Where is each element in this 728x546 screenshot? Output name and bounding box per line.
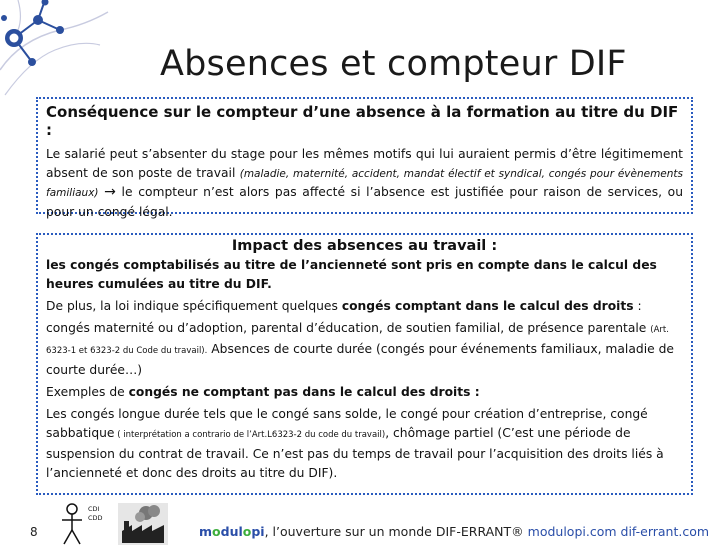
box2-p5-small: ( interprétation a contrario de l’Art.L6323-2 du code du travail) [114, 430, 386, 440]
box1-text-italic: (maladie, maternité, accident, mandat électif et syndical, congés pour évènements familiaux) [46, 167, 684, 200]
absence-impact-box [36, 233, 693, 495]
arrow-right-icon: → [104, 184, 116, 201]
dif-counter-box [36, 97, 693, 219]
box2-p4-start: Exemples de [46, 385, 129, 399]
box2-p4 [46, 383, 683, 402]
modulopi-link[interactable]: modulopi.com [527, 524, 617, 539]
brand-name [199, 524, 265, 539]
box1-text-end: le compteur n’est alors pas affecté si l’absence est justifiée pour raison de services, ou pour un congé légal. [46, 185, 683, 219]
box2-p4-bold: congés ne comptant pas dans le calcul des droits : [128, 385, 480, 399]
brand-dul: dul [220, 524, 243, 539]
brand-pi: pi [251, 524, 265, 539]
box2-p3-small: (Art. 6323-1 et 6323-2 du Code du travail). [46, 325, 669, 356]
slide-title: Absences et compteur DIF [160, 44, 627, 84]
box2-p3 [46, 319, 683, 380]
brand-o2: o [242, 524, 252, 539]
box2-p2-end: : [633, 299, 642, 313]
box1-body [46, 145, 683, 221]
box1-text-start: Le salarié peut s’absenter du stage pour les mêmes motifs qui lui auraient permis d’être légitimement absent de son poste de travail [46, 147, 683, 180]
box2-p1: les congés comptabilisés au titre de l’ancienneté sont pris en compte dans le calcul des heures cumulées au titre du DIF. [46, 258, 657, 291]
box1-heading: Conséquence sur le compteur d’une absence à la formation au titre du DIF : [46, 103, 679, 139]
molecule-logo-icon [0, 0, 110, 110]
footer-tagline: , l’ouverture sur un monde DIF-ERRANT® [264, 524, 528, 539]
brand-o1: o [212, 524, 221, 539]
box2-p5 [46, 405, 683, 483]
box2-p5-end: , chômage partiel (C’est une période de suspension du contrat de travail. Ce n’est pas du temps de travail pour l’acquisition des droits liés à l’ancienneté et donc des droits au titre du DIF). [46, 426, 664, 480]
dif-errant-link[interactable]: dif-errant.com [620, 524, 710, 539]
box2-heading: Impact des absences au travail : [231, 238, 498, 254]
box2-p3-main: congés maternité ou d’adoption, parental d’éducation, de soutien familial, de présence parentale [46, 321, 651, 335]
factory-icon [118, 503, 168, 545]
box2-p5-main: Les congés longue durée tels que le congé sans solde, le congé pour création d’entreprise, congé sabbatique [46, 407, 648, 440]
brand-m: m [199, 524, 213, 539]
page-number: 8 [30, 525, 38, 539]
footer-text [199, 524, 709, 539]
box2-p2 [46, 297, 683, 316]
stick-figure-icon [58, 502, 108, 546]
box2-p2-bold: congés comptant dans le calcul des droits [341, 299, 634, 313]
box2-p3-end: Absences de courte durée (congés pour événements familiaux, maladie de courte durée…) [46, 342, 674, 377]
cdd-label: CDD [88, 514, 103, 522]
cdi-label: CDI [88, 505, 100, 513]
box2-p2-start: De plus, la loi indique spécifiquement quelques [46, 299, 342, 313]
